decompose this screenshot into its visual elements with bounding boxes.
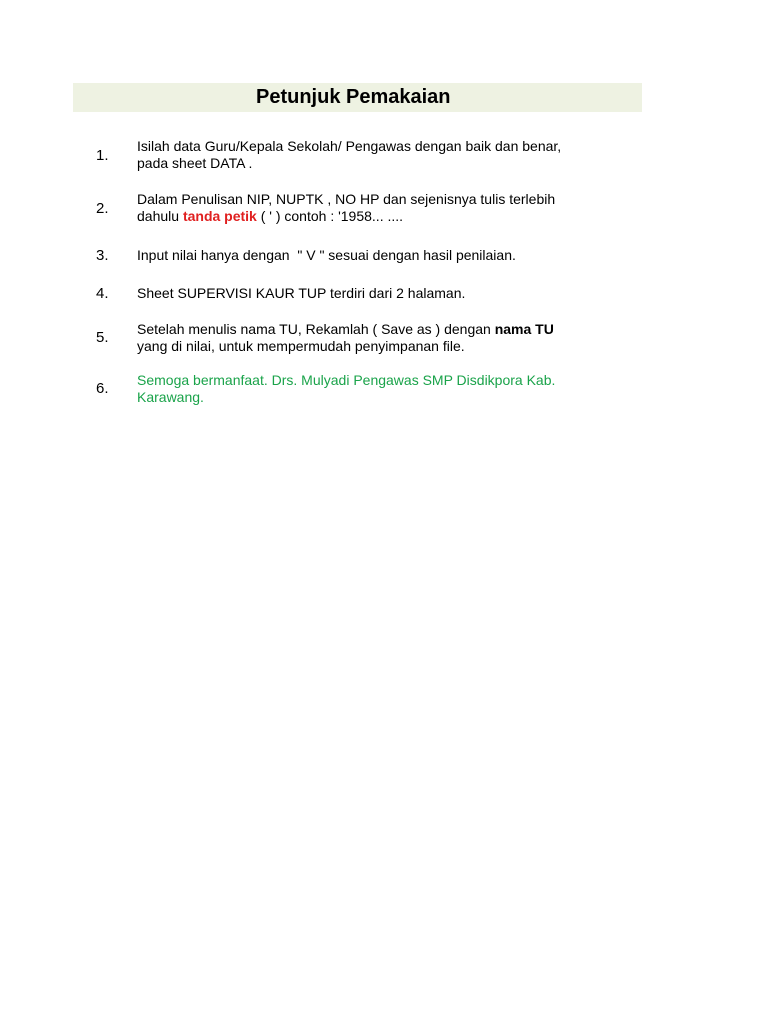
item-6-line-1: Semoga bermanfaat. Drs. Mulyadi Pengawas SMP Disdikpora Kab. <box>137 372 556 388</box>
item-1-line-1: Isilah data Guru/Kepala Sekolah/ Pengawas dengan baik dan benar, <box>137 138 562 154</box>
item-4-text <box>137 285 642 302</box>
item-5-bold-text: nama TU <box>494 321 554 337</box>
item-2-highlight-text: tanda petik <box>182 208 257 224</box>
item-1-text <box>137 138 642 172</box>
item-4-line-1: Sheet SUPERVISI KAUR TUP terdiri dari 2 halaman. <box>137 285 466 301</box>
item-5-number: 5. <box>96 329 109 346</box>
item-5-line-1 <box>137 321 642 338</box>
item-2-line-2-suffix: ( ' ) contoh : '1958... .... <box>256 208 404 224</box>
item-2-line-2 <box>137 208 642 225</box>
item-5-line-1-prefix: Setelah menulis nama TU, Rekamlah ( Save as ) dengan <box>137 321 495 337</box>
page-title: Petunjuk Pemakaian <box>256 86 451 108</box>
item-6-text <box>137 372 642 406</box>
item-6-line-2: Karawang. <box>137 389 204 405</box>
item-2-number: 2. <box>96 200 109 217</box>
item-5-line-2: yang di nilai, untuk mempermudah penyimpanan file. <box>137 338 465 354</box>
item-2-line-1: Dalam Penulisan NIP, NUPTK , NO HP dan sejenisnya tulis terlebih <box>137 191 556 207</box>
item-5-text <box>137 321 642 355</box>
item-2-text <box>137 191 642 225</box>
item-3-line-1: Input nilai hanya dengan " V " sesuai dengan hasil penilaian. <box>137 247 516 263</box>
item-6-number: 6. <box>96 380 109 397</box>
item-1-number: 1. <box>96 147 109 164</box>
item-3-text <box>137 247 642 264</box>
item-1-line-2: pada sheet DATA . <box>137 155 253 171</box>
item-2-line-2-prefix: dahulu <box>137 208 183 224</box>
item-4-number: 4. <box>96 285 109 302</box>
item-3-number: 3. <box>96 247 109 264</box>
